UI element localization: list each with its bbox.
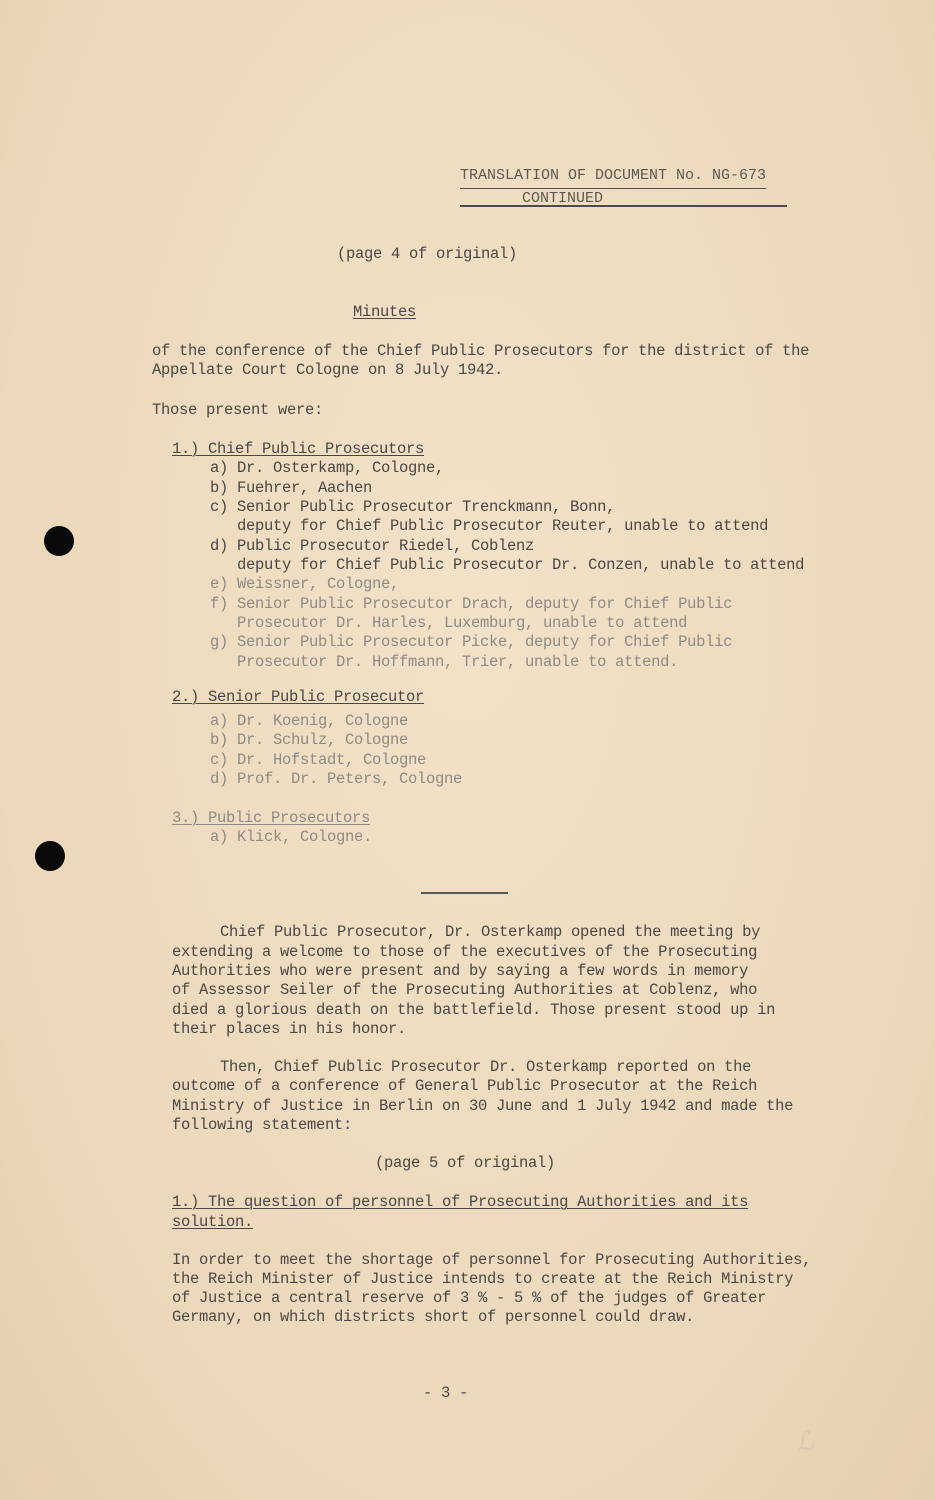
section-heading: 3.) Public Prosecutors: [172, 809, 371, 827]
paragraph-line: following statement:: [172, 1116, 353, 1134]
list-item: e) Weissner, Cologne,: [210, 575, 400, 593]
list-item: Prosecutor Dr. Hoffmann, Trier, unable to attend.: [210, 653, 679, 671]
list-item: Prosecutor Dr. Harles, Luxemburg, unable to attend: [210, 614, 688, 632]
list-item: b) Fuehrer, Aachen: [210, 479, 373, 497]
page-note: (page 4 of original): [337, 245, 518, 263]
paragraph-line: Ministry of Justice in Berlin on 30 June and 1 July 1942 and made the: [172, 1097, 794, 1115]
punch-hole: [44, 526, 74, 556]
list-item: deputy for Chief Public Prosecutor Reuter, unable to attend: [210, 517, 769, 535]
minutes-heading: Minutes: [353, 303, 417, 321]
paragraph-line: Chief Public Prosecutor, Dr. Osterkamp opened the meeting by: [220, 923, 761, 941]
topic-heading: 1.) The question of personnel of Prosecuting Authorities and its: [172, 1193, 749, 1211]
list-item: deputy for Chief Public Prosecutor Dr. Conzen, unable to attend: [210, 556, 805, 574]
section-heading: 2.) Senior Public Prosecutor: [172, 688, 425, 706]
list-item: d) Prof. Dr. Peters, Cologne: [210, 770, 463, 788]
faint-pencil-mark: ℒ: [792, 1426, 817, 1460]
header-rule: [460, 205, 787, 207]
list-item: g) Senior Public Prosecutor Picke, deputy for Chief Public: [210, 633, 733, 651]
list-item: c) Dr. Hofstadt, Cologne: [210, 751, 427, 769]
paragraph-line: their places in his honor.: [172, 1020, 407, 1038]
paragraph-line: of Assessor Seiler of the Prosecuting Authorities at Coblenz, who: [172, 981, 758, 999]
page-note: (page 5 of original): [375, 1154, 556, 1172]
list-item: b) Dr. Schulz, Cologne: [210, 731, 409, 749]
paragraph-line: Germany, on which districts short of personnel could draw.: [172, 1308, 695, 1326]
header-subtitle: CONTINUED: [522, 190, 604, 207]
list-item: a) Klick, Cologne.: [210, 828, 373, 846]
list-item: d) Public Prosecutor Riedel, Coblenz: [210, 537, 535, 555]
document-header: [460, 166, 766, 209]
list-item: a) Dr. Koenig, Cologne: [210, 712, 409, 730]
paragraph-line: died a glorious death on the battlefield. Those present stood up in: [172, 1001, 776, 1019]
section-divider: [421, 892, 508, 894]
paragraph-line: In order to meet the shortage of personnel for Prosecuting Authorities,: [172, 1251, 812, 1269]
page-number: - 3 -: [423, 1384, 469, 1402]
paragraph-line: outcome of a conference of General Public Prosecutor at the Reich: [172, 1077, 758, 1095]
list-item: f) Senior Public Prosecutor Drach, deputy for Chief Public: [210, 595, 733, 613]
present-label: Those present were:: [152, 401, 324, 419]
paragraph-line: Then, Chief Public Prosecutor Dr. Osterkamp reported on the: [220, 1058, 752, 1076]
paragraph-line: the Reich Minister of Justice intends to create at the Reich Ministry: [172, 1270, 794, 1288]
intro-line: Appellate Court Cologne on 8 July 1942.: [152, 361, 504, 379]
paragraph-line: Authorities who were present and by saying a few words in memory: [172, 962, 749, 980]
paragraph-line: extending a welcome to those of the executives of the Prosecuting: [172, 943, 758, 961]
list-item: c) Senior Public Prosecutor Trenckmann, Bonn,: [210, 498, 616, 516]
header-title: TRANSLATION OF DOCUMENT No. NG-673: [460, 166, 766, 189]
punch-hole: [35, 841, 65, 871]
list-item: a) Dr. Osterkamp, Cologne,: [210, 459, 445, 477]
paragraph-line: of Justice a central reserve of 3 % - 5 % of the judges of Greater: [172, 1289, 767, 1307]
intro-line: of the conference of the Chief Public Prosecutors for the district of the: [152, 342, 810, 360]
topic-heading: solution.: [172, 1213, 254, 1231]
section-heading: 1.) Chief Public Prosecutors: [172, 440, 425, 458]
